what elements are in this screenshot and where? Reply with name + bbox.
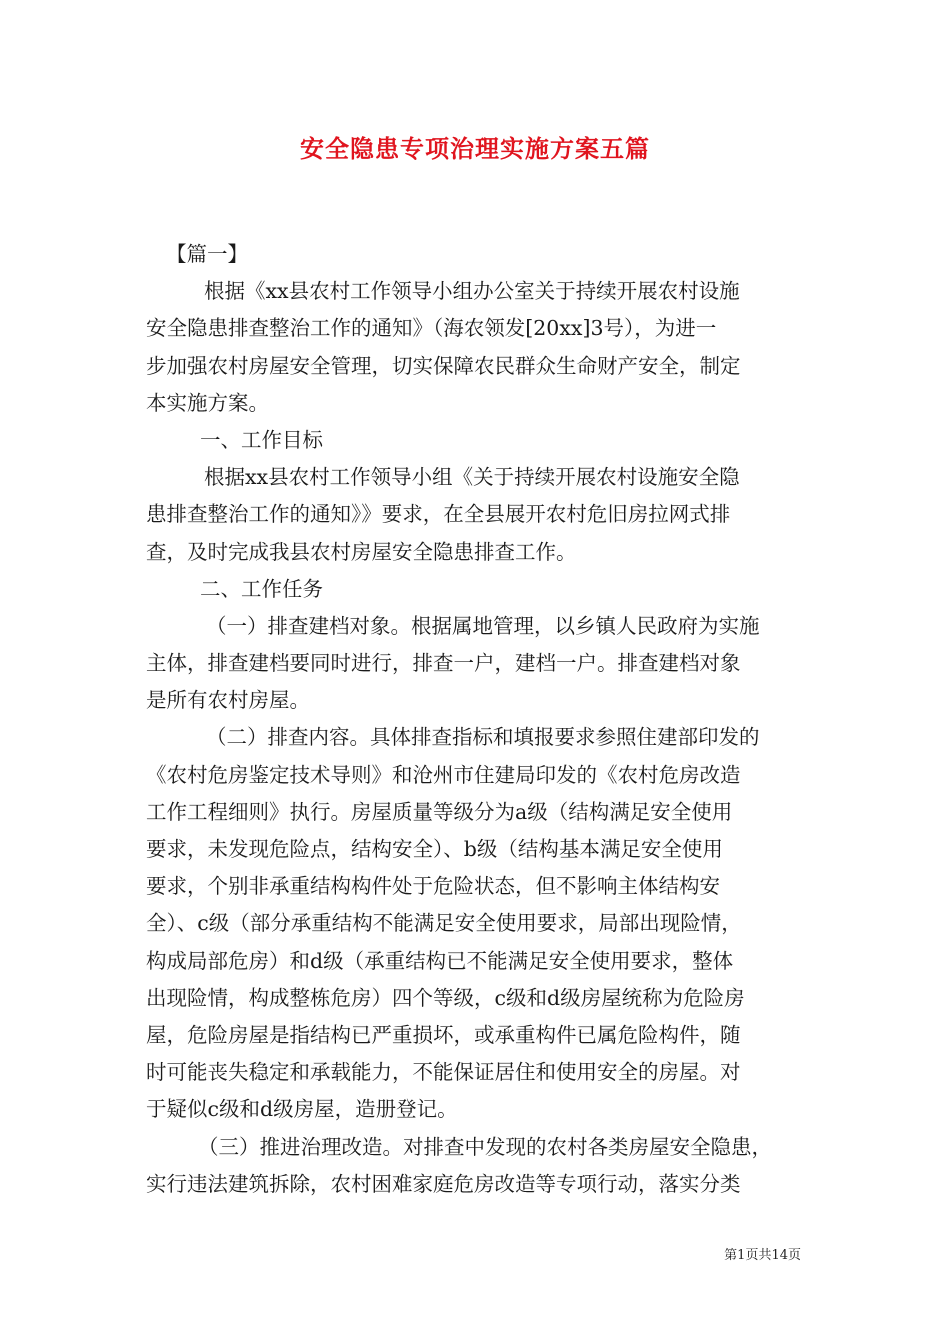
paragraph-line: 安全隐患排查整治工作的通知》（海农领发[20xx]3号），为进一	[146, 316, 717, 341]
paragraph-line: 时可能丧失稳定和承载能力，不能保证居住和使用安全的房屋。对	[146, 1060, 741, 1085]
paragraph-line: 步加强农村房屋安全管理，切实保障农民群众生命财产安全，制定	[146, 353, 741, 378]
paragraph-line: 查，及时完成我县农村房屋安全隐患排查工作。	[146, 539, 577, 564]
paragraph-line: 于疑似c级和d级房屋，造册登记。	[146, 1097, 458, 1122]
section-heading: 【篇一】	[166, 242, 248, 266]
paragraph-line: 患排查整治工作的通知》》要求，在全县展开农村危旧房拉网式排	[146, 502, 731, 527]
paragraph-line: 出现险情，构成整栋危房）四个等级，c级和d级房屋统称为危险房	[146, 985, 745, 1010]
paragraph-line: 构成局部危房）和d级（承重结构已不能满足安全使用要求，整体	[146, 948, 734, 973]
paragraph-line: 主体，排查建档要同时进行，排查一户，建档一户。排查建档对象	[146, 651, 741, 676]
paragraph-line: 全）、c级（部分承重结构不能满足安全使用要求，局部出现险情，	[146, 911, 742, 936]
page-number: 第1页共14页	[724, 1248, 801, 1263]
subsection-heading: 一、工作目标	[200, 427, 323, 452]
paragraph-line: 工作工程细则》执行。房屋质量等级分为a级（结构满足安全使用	[146, 799, 733, 824]
paragraph-line: 是所有农村房屋。	[146, 688, 310, 713]
paragraph-line: （二）排查内容。具体排查指标和填报要求参照住建部印发的	[206, 725, 760, 750]
paragraph-line: 根据《xx县农村工作领导小组办公室关于持续开展农村设施	[204, 279, 740, 304]
paragraph-line: 屋，危险房屋是指结构已严重损坏，或承重构件已属危险构件，随	[146, 1022, 741, 1047]
paragraph-line: 根据xx县农村工作领导小组《关于持续开展农村设施安全隐	[204, 465, 740, 490]
document-title: 安全隐患专项治理实施方案五篇	[300, 134, 650, 163]
paragraph-line: 本实施方案。	[146, 390, 269, 415]
paragraph-line: （三）推进治理改造。对排查中发现的农村各类房屋安全隐患，	[198, 1134, 772, 1159]
paragraph-line: 要求，未发现危险点，结构安全）、b级（结构基本满足安全使用	[146, 837, 723, 861]
document-body	[146, 236, 809, 1203]
paragraph-line: （一）排查建档对象。根据属地管理，以乡镇人民政府为实施	[206, 613, 760, 638]
paragraph-line: 要求，个别非承重结构构件处于危险状态，但不影响主体结构安	[146, 874, 720, 899]
subsection-heading: 二、工作任务	[200, 576, 323, 601]
paragraph-line: 实行违法建筑拆除，农村困难家庭危房改造等专项行动，落实分类	[146, 1171, 741, 1196]
paragraph-line: 《农村危房鉴定技术导则》和沧州市住建局印发的《农村危房改造	[146, 762, 741, 787]
